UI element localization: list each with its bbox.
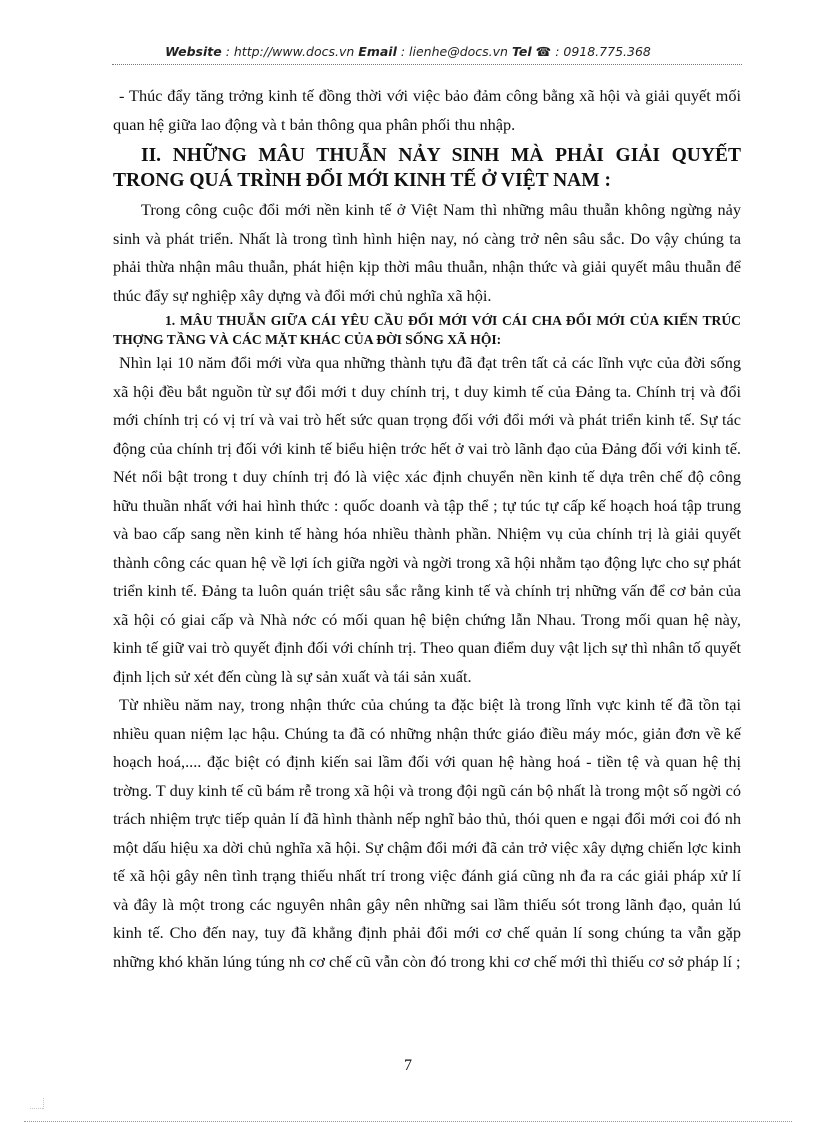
- email-label: Email: [358, 44, 397, 59]
- page-header: [0, 44, 816, 59]
- document-body: [113, 82, 741, 976]
- phone-icon: ☎: [535, 44, 552, 59]
- section-heading: II. NHỮNG MÂU THUẪN NẢY SINH MÀ PHẢI GIẢI QUYẾT TRONG QUÁ TRÌNH ĐỔI MỚI KINH TẾ Ở VIỆT NAM :: [113, 145, 741, 191]
- footer-divider: [24, 1121, 792, 1122]
- page-number: 7: [404, 1057, 412, 1074]
- paragraph-4: Từ nhiều năm nay, trong nhận thức của chúng ta đặc biệt là trong lĩnh vực kinh tế đã tồn tại nhiều quan niệm lạc hậu. Chúng ta đã có những nhận thức giáo điều máy móc, giản đơn về kế hoạch hoá,.... đặc biệt có định kiến sai lầm đối với quan hệ hàng hoá - tiền tệ và quan hệ thị trờng. T duy kinh tế cũ bám rễ trong xã hội và trong đội ngũ cán bộ nhất là trong một số ngời có trách nhiệm trực tiếp quản lí đã hình thành nếp nghĩ bảo thủ, thói quen e ngại đổi mới coi đó nh một dấu hiệu xa dời chủ nghĩa xã hội. Sự chậm đổi mới đã cản trở việc xây dựng chiến lợc kinh tế xã hội gây nên tình trạng thiếu nhất trí trong việc đánh giá cũng nh đa ra các giải pháp xử lí và đây là một trong các nguyên nhân gây nên những sai lầm thiếu sót trong lãnh đạo, quản lú kinh tế. Cho đến nay, tuy đã khẳng định phải đổi mới cơ chế quản lí song chúng ta vẫn gặp những khó khăn lúng túng nh cơ chế cũ vẫn còn đó trong khi cơ chế mới thì thiếu cơ sở pháp lí ;: [113, 695, 741, 971]
- tel-label: Tel: [511, 44, 532, 59]
- subsection-heading: 1. MÂU THUẪN GIỮA CÁI YÊU CẦU ĐỔI MỚI VỚI CÁI CHA ĐỔI MỚI CỦA KIẾN TRÚC THỢNG TẦNG VÀ CÁC MẶT KHÁC CỦA ĐỜI SỐNG XÃ HỘI:: [113, 313, 741, 347]
- website-label: Website: [165, 44, 222, 59]
- paragraph-3: Nhìn lại 10 năm đổi mới vừa qua những thành tựu đã đạt trên tất cả các lĩnh vực của đời sống xã hội đều bắt nguồn từ sự đổi mới t duy chính trị, t duy kimh tế của Đảng ta. Chính trị và đổi mới chính trị có vị trí và vai trò hết sức quan trọng đối với đổi mới và phát triển kinh tế. Sự tác động của chính trị đối với kinh tế biểu hiện trớc hết ở vai trò lãnh đạo của Đảng đối với kinh tế. Nét nổi bật trong t duy chính trị đó là việc xác định chuyển nền kinh tế dựa trên chế độ công hữu thuần nhất với hai hình thức : quốc doanh và tập thể ; tự túc tự cấp kế hoạch hoá tập trung và bao cấp sang nền kinh tế hàng hóa nhiều thành phần. Nhiệm vụ của chính trị là giải quyết thành công các quan hệ về lợi ích giữa ngời và ngời trong xã hội nhằm tạo động lực cho sự phát triển kinh tế. Đảng ta luôn quán triệt sâu sắc rằng kinh tế và chính trị những vấn để cơ bản của xã hội có giai cấp và Nhà nớc có mối quan hệ biện chứng lẫn Nhau. Trong mối quan hệ này, kinh tế giữ vai trò quyết định đối với chính trị. Theo quan điểm duy vật lịch sự thì nhân tố quyết định lịch sử xét đến cùng là sự sản xuất và tái sản xuất.: [113, 353, 741, 686]
- website-value: : http://www.docs.vn: [225, 44, 355, 59]
- header-divider: [112, 64, 742, 65]
- tel-value: : 0918.775.368: [555, 44, 651, 59]
- email-value: : lienhe@docs.vn: [400, 44, 508, 59]
- paragraph-1: - Thúc đẩy tăng trởng kinh tế đồng thời với việc bảo đảm công bằng xã hội và giải quyết mối quan hệ giữa lao động và t bản thông qua phân phối thu nhập.: [113, 86, 741, 134]
- corner-mark-icon: [30, 1097, 44, 1109]
- paragraph-2: Trong công cuộc đổi mới nền kinh tế ở Việt Nam thì những mâu thuẫn không ngừng nảy sinh và phát triển. Nhất là trong tình hình hiện nay, nó càng trở nên sâu sắc. Do vậy chúng ta phải thừa nhận mâu thuẫn, phát hiện kịp thời mâu thuẫn, nhận thức và giải quyết mâu thuẫn để thúc đẩy sự nghiệp xây dựng và đổi mới chủ nghĩa xã hội.: [113, 200, 741, 305]
